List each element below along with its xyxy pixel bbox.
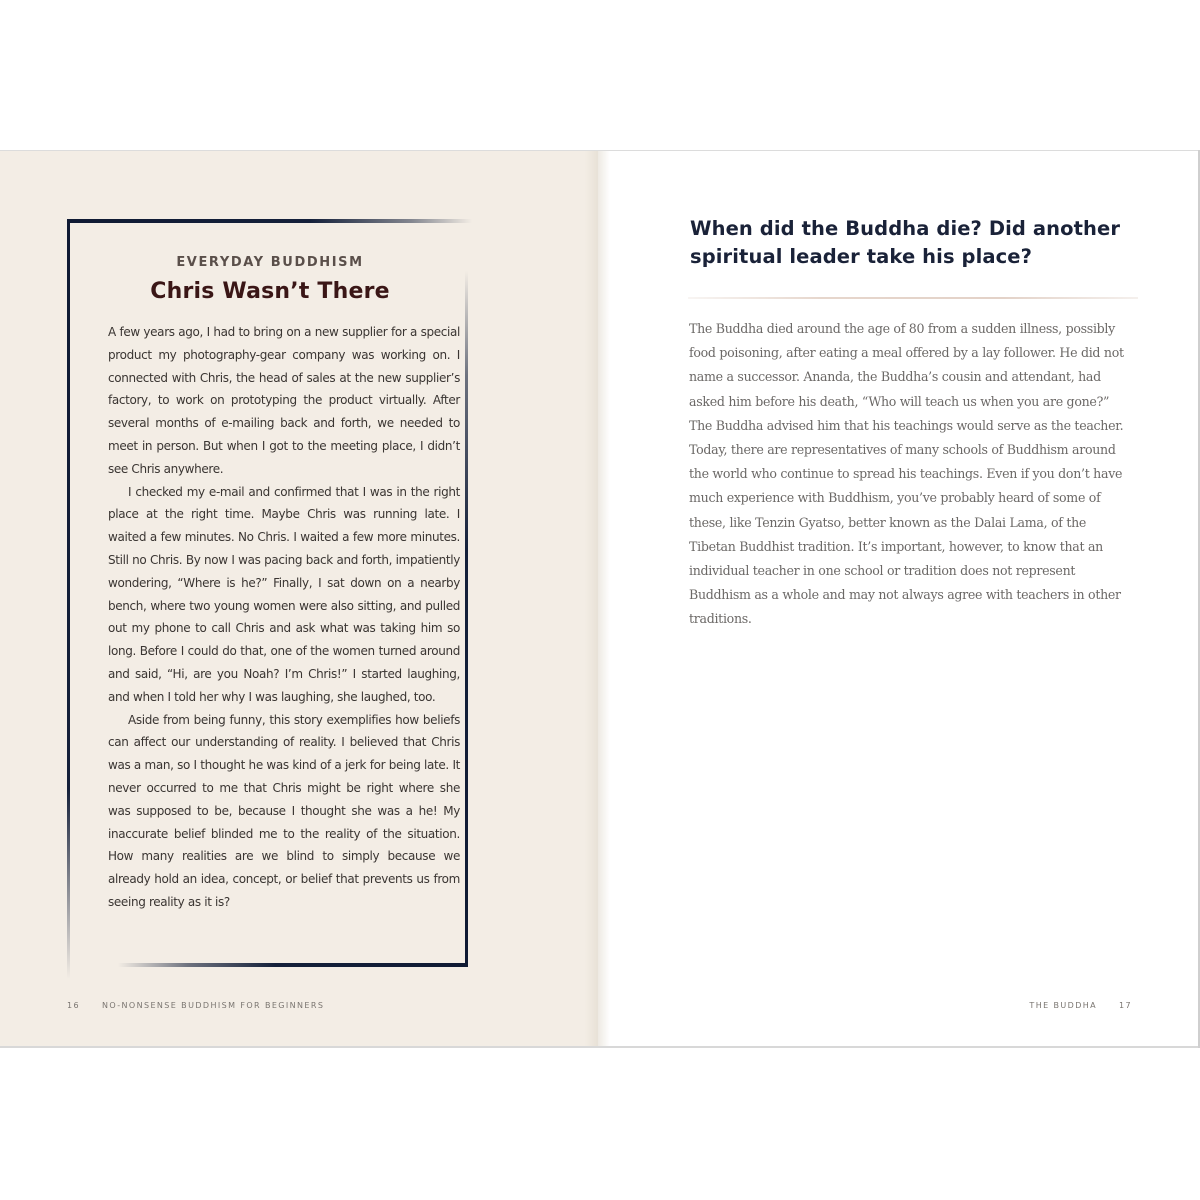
- heading-divider: [688, 297, 1138, 299]
- sidebar-paragraph: A few years ago, I had to bring on a new supplier for a special product my photography-gear company was working on. I connected with Chris, the head of sales at the new supplier’s factory, to work on prototyping the product virtually. After several months of e-mailing back and forth, we needed to meet in person. But when I got to the meeting place, I didn’t see Chris anywhere.: [108, 325, 460, 476]
- left-folio: [67, 1001, 324, 1010]
- sidebar-frame-right: [465, 271, 468, 967]
- answer-paragraph: The Buddha died around the age of 80 from a sudden illness, possibly food poisoning, after eating a meal offered by a lay follower. He did not name a successor. Ananda, the Buddha’s cousin and attendant, had asked him before his death, “Who will teach us when you are gone?” The Buddha advised him that his teachings would serve as the teacher. Today, there are representatives of many schools of Buddhism around the world who continue to spread his teachings. Even if you don’t have much experience with Buddhism, you’ve probably heard of some of these, like Tenzin Gyatso, better known as the Dalai Lama, of the Tibetan Buddhist tradition. It’s important, however, to know that an individual teacher in one school or tradition does not represent Buddhism as a whole and may not always agree with teachers in other traditions.: [689, 321, 1124, 627]
- question-heading: When did the Buddha die? Did another spiritual leader take his place?: [690, 217, 1121, 268]
- sidebar-paragraph: Aside from being funny, this story exemplifies how beliefs can affect our understanding of reality. I believed that Chris was a man, so I thought he was kind of a jerk for being late. It never occurred to me that Chris might be right where she was supposed to be, because I thought she was a he! My inaccurate belief blinded me to the reality of the situation. How many realities are we blind to simply because we already hold an idea, concept, or belief that prevents us from seeing reality as it is?: [108, 712, 460, 909]
- running-head: THE BUDDHA: [1029, 1001, 1098, 1010]
- sidebar-kicker: EVERYDAY BUDDHISM: [176, 255, 364, 270]
- right-folio: [1029, 1001, 1132, 1010]
- right-page: [598, 151, 1198, 1046]
- sidebar-frame-bottom: [118, 963, 468, 967]
- page-number: 17: [1119, 1001, 1132, 1010]
- book-spread: [0, 150, 1200, 1048]
- sidebar-frame-top: [67, 219, 472, 223]
- sidebar-paragraph: I checked my e-mail and confirmed that I was in the right place at the right time. Maybe Chris was running late. I waited a few minutes. No Chris. I waited a few more minutes. Still no Chris. By now I was pacing back and forth, impatiently wondering, “Where is he?” Finally, I sat down on a nearby bench, where two young women were also sitting, and pulled out my phone to call Chris and ask what was taking him so long. Before I could do that, one of the women turned around and said, “Hi, are you Noah? I’m Chris!” I started laughing, and when I told her why I was laughing, she laughed, too.: [108, 484, 460, 704]
- sidebar-body: [108, 321, 460, 914]
- gutter-shadow: [585, 151, 610, 1046]
- running-head: NO-NONSENSE BUDDHISM FOR BEGINNERS: [101, 1001, 325, 1010]
- sidebar-title: Chris Wasn’t There: [150, 279, 390, 304]
- answer-body: [689, 317, 1129, 632]
- sidebar-frame-left: [67, 219, 70, 979]
- page-number: 16: [67, 1001, 80, 1010]
- left-page: [0, 151, 598, 1046]
